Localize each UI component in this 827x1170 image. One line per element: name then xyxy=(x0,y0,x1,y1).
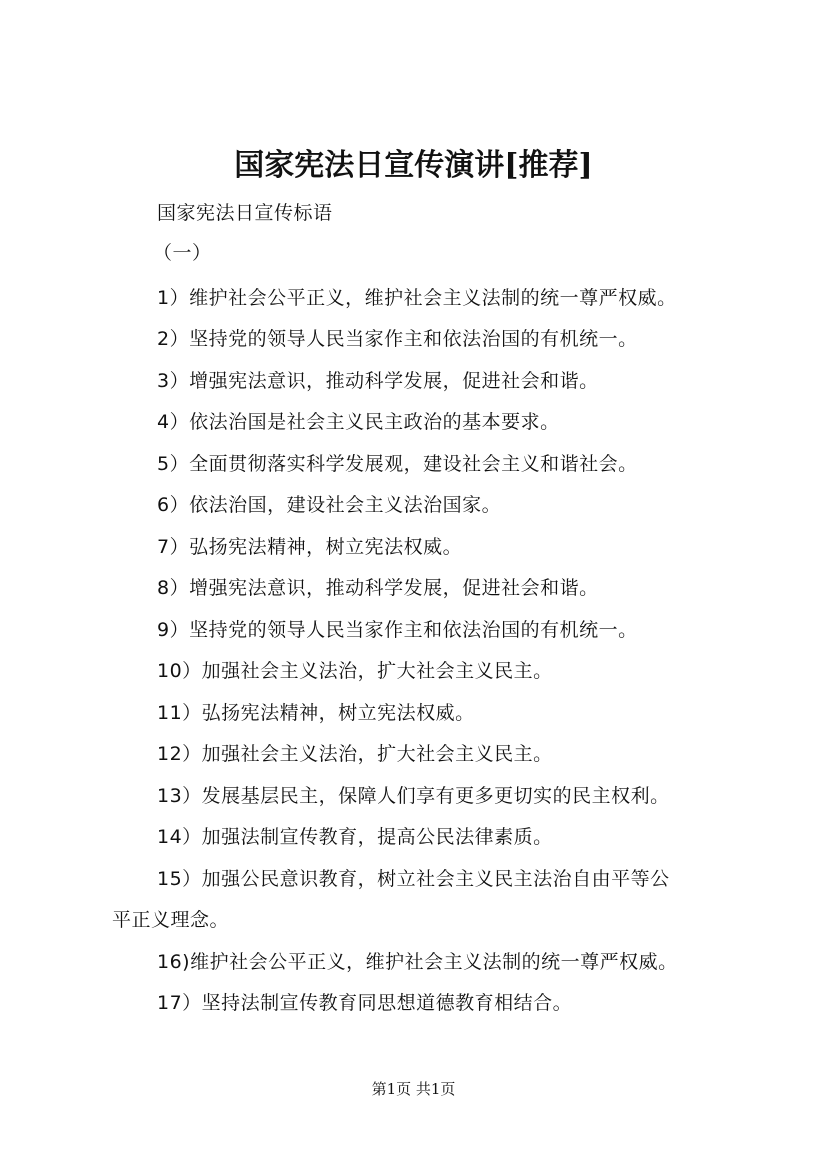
list-item: 11）弘扬宪法精神，树立宪法权威。 xyxy=(157,702,475,724)
document-title: 国家宪法日宣传演讲[推荐] xyxy=(234,148,593,183)
list-item: 2）坚持党的领导人民当家作主和依法治国的有机统一。 xyxy=(157,328,638,350)
list-item: 17）坚持法制宣传教育同思想道德教育相结合。 xyxy=(157,992,573,1014)
section-heading: （一） xyxy=(153,242,212,264)
list-item: 1）维护社会公平正义，维护社会主义法制的统一尊严权威。 xyxy=(157,287,677,309)
list-item: 8）增强宪法意识，推动科学发展，促进社会和谐。 xyxy=(157,577,599,599)
page-number: 第1页 共1页 xyxy=(371,1080,456,1098)
list-item: 10）加强社会主义法治，扩大社会主义民主。 xyxy=(157,660,553,682)
list-item: 13）发展基层民主，保障人们享有更多更切实的民主权利。 xyxy=(157,785,670,807)
list-item: 4）依法治国是社会主义民主政治的基本要求。 xyxy=(157,411,560,433)
list-item: 16)维护社会公平正义，维护社会主义法制的统一尊严权威。 xyxy=(157,951,678,973)
list-item: 15）加强公民意识教育，树立社会主义民主法治自由平等公 xyxy=(157,868,670,890)
list-item: 9）坚持党的领导人民当家作主和依法治国的有机统一。 xyxy=(157,619,638,641)
subtitle: 国家宪法日宣传标语 xyxy=(157,202,333,224)
list-item: 3）增强宪法意识，推动科学发展，促进社会和谐。 xyxy=(157,370,599,392)
list-item: 12）加强社会主义法治，扩大社会主义民主。 xyxy=(157,743,553,765)
list-item: 6）依法治国，建设社会主义法治国家。 xyxy=(157,494,502,516)
list-item: 14）加强法制宣传教育，提高公民法律素质。 xyxy=(157,826,553,848)
list-item-continuation: 平正义理念。 xyxy=(112,909,230,931)
list-item: 5）全面贯彻落实科学发展观，建设社会主义和谐社会。 xyxy=(157,453,638,475)
list-item: 7）弘扬宪法精神，树立宪法权威。 xyxy=(157,536,463,558)
